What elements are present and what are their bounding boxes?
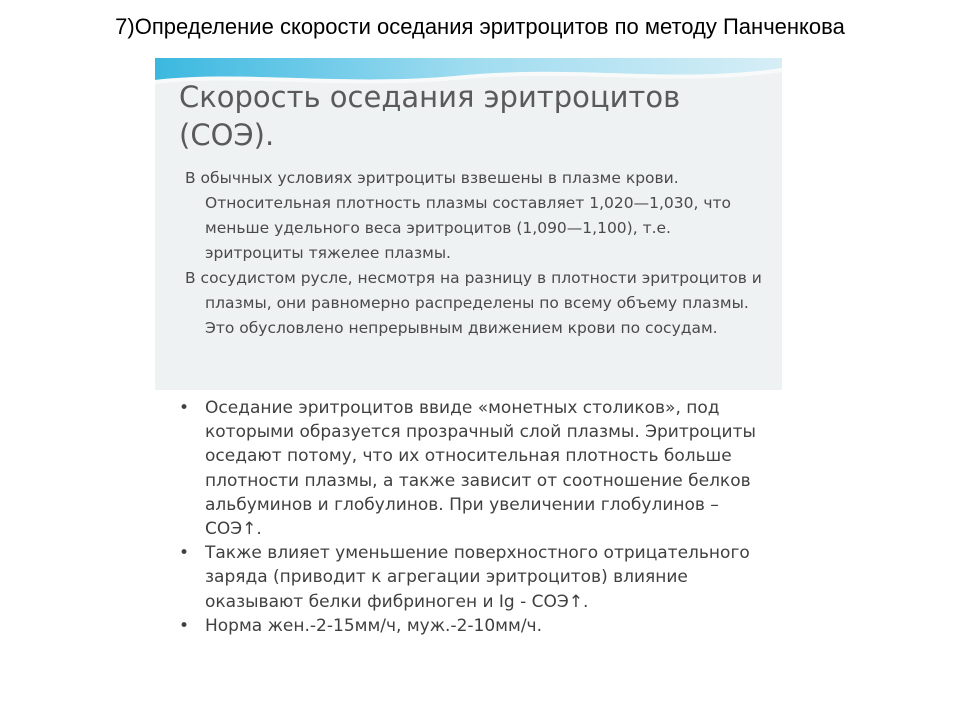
heading-line-2: (СОЭ). [179, 118, 275, 152]
heading [179, 78, 759, 154]
slide-content-image [155, 58, 782, 690]
intro-paragraph-1: В обычных условиях эритроциты взвешены в плазме крови. Относительная плотность плазмы составляет 1,020—1,030, что меньше удельного веса эритроцитов (1,090—1,100), т.е. эритроциты тяжелее плазмы. [185, 169, 732, 262]
bullet-text: Оседание эритроцитов ввиде «монетных столиков», под которыми образуется прозрачный слой плазмы. Эритроциты оседают потому, что их относительная плотность больше плотности плазмы, а также зависит от соотношение белков альбуминов и глобулинов. При увеличении глобулинов –СОЭ↑. [205, 398, 756, 540]
bullet-dot-icon: • [179, 398, 190, 418]
slide-title: 7)Определение скорости оседания эритроцитов по методу Панченкова [115, 14, 845, 39]
bullet-dot-icon: • [179, 615, 190, 636]
bullet-item-norm [179, 614, 769, 638]
heading-line-1: Скорость оседания эритроцитов [179, 80, 681, 114]
bullet-item-charge [179, 541, 769, 614]
bullet-item-settling [179, 396, 769, 541]
bullet-dot-icon: • [179, 543, 190, 564]
bullet-text: Также влияет уменьшение поверхностного отрицательного заряда (приводит к агрегации эритроцитов) влияние оказывают белки фибриноген и Ig - СОЭ↑. [205, 543, 750, 612]
intro-list [185, 166, 765, 341]
bullet-text: Норма жен.-2-15мм/ч, муж.-2-10мм/ч. [205, 615, 543, 636]
intro-paragraph-2: В сосудистом русле, несмотря на разницу в плотности эритроцитов и плазмы, они равномерно распределены по всему объему плазмы. Это обусловлено непрерывным движением крови по сосудам. [185, 269, 762, 337]
bullet-list [179, 396, 769, 638]
intro-panel [155, 58, 782, 390]
